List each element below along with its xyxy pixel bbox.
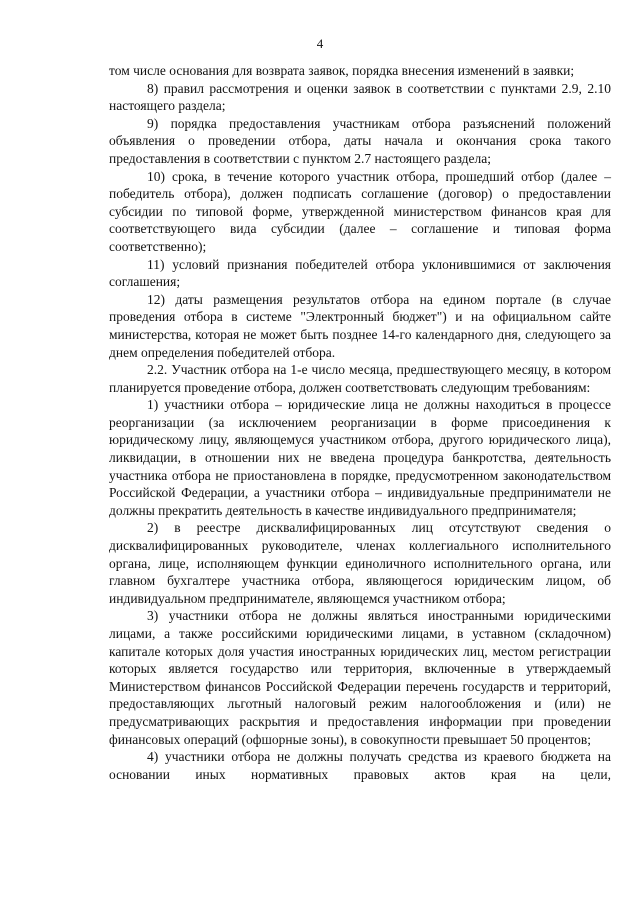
paragraph: 2.2. Участник отбора на 1-е число месяца, предшествующего месяцу, в котором планируется проведение отбора, должен соответствовать следующим требованиям: [109, 362, 611, 395]
paragraph: 10) срока, в течение которого участник отбора, прошедший отбор (далее – победитель отбора), должен подписать соглашение (договор) о предоставлении субсидии по типовой форме, утвержденной министерством финансов края для соответствующего вида субсидии (далее – соглашение и типовая форма соответственно); [109, 168, 611, 254]
paragraph: 9) порядка предоставления участникам отбора разъяснений положений объявления о проведении отбора, даты начала и окончания срока такого предоставления в соответствии с пунктом 2.7 настоящего раздела; [109, 115, 611, 166]
document-body [109, 62, 611, 783]
paragraph: 12) даты размещения результатов отбора на едином портале (в случае проведения отбора в системе "Электронный бюджет") и на официальном сайте министерства, которая не может быть позднее 14-го календарного дня, следующего за днем определения победителей отбора. [109, 291, 611, 360]
paragraph: 11) условий признания победителей отбора уклонившимися от заключения соглашения; [109, 256, 611, 290]
paragraph: 4) участники отбора не должны получать средства из краевого бюджета на основании иных нормативных правовых актов края на цели, [109, 749, 611, 782]
paragraph: 2) в реестре дисквалифицированных лиц отсутствуют сведения о дисквалифицированных руководителе, членах коллегиального исполнительного органа, лице, исполняющем функции единоличного исполнительного органа, или главном бухгалтере участника отбора, являющегося юридическим лицом, об индивидуальном предпринимателе, являющемся участником отбора; [109, 520, 611, 606]
paragraph: 3) участники отбора не должны являться иностранными юридическими лицами, а также российскими юридическими лицами, в уставном (складочном) капитале которых доля участия иностранных юридических лиц, местом регистрации которых является государство или территория, включенные в утверждаемый Министерством финансов Российской Федерации перечень государств и территорий, предоставляющих льготный налоговый режим налогообложения и (или) не предусматривающих раскрытия и предоставления информации при проведении финансовых операций (офшорные зоны), в совокупности превышает 50 процентов; [109, 608, 611, 747]
paragraph: том числе основания для возврата заявок, порядка внесения изменений в заявки; [109, 63, 575, 78]
paragraph: 1) участники отбора – юридические лица не должны находиться в процессе реорганизации (за исключением реорганизации в форме присоединения к юридическому лицу, являющемуся участником отбора, другого юридического лица), ликвидации, в отношении них не введена процедура банкротства, деятельность участника отбора не приостановлена в порядке, предусмотренном законодательством Российской Федерации, а участники отбора – индивидуальные предприниматели не должны прекратить деятельность в качестве индивидуального предпринимателя; [109, 397, 611, 518]
page-number: 4 [316, 36, 324, 51]
paragraph: 8) правил рассмотрения и оценки заявок в соответствии с пунктами 2.9, 2.10 настоящего раздела; [109, 80, 611, 114]
